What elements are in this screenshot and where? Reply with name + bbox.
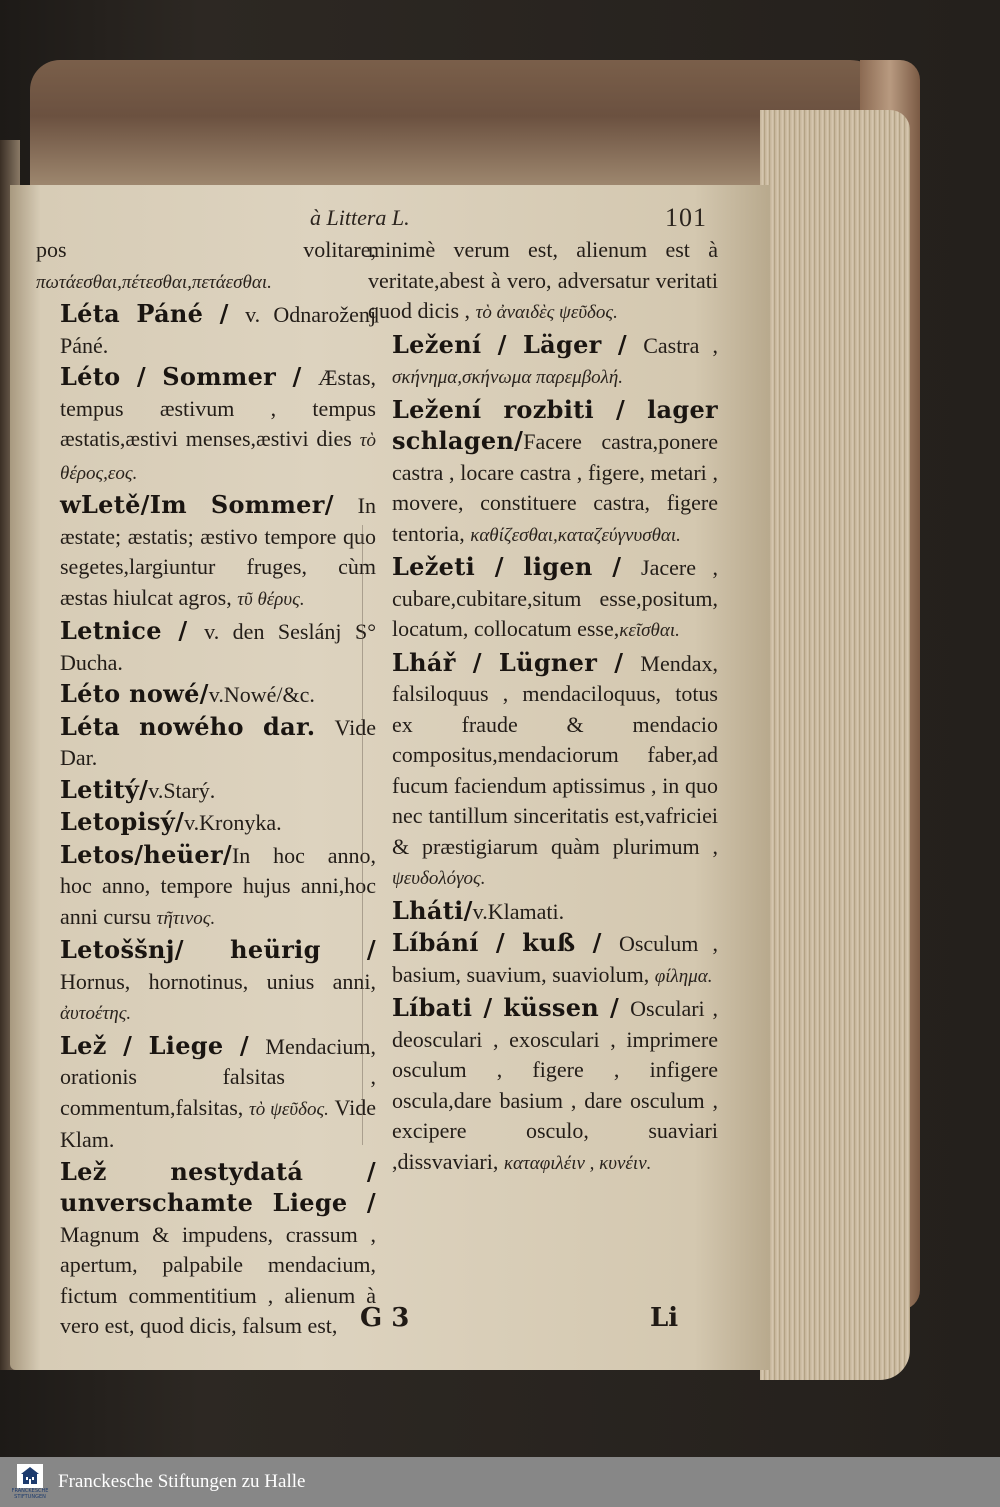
entry: Lháti/v.Klamati. <box>392 895 565 925</box>
entry: Líbání / kuß / Osculum , basium, suavium, suaviolum, φίλημα. <box>392 928 718 987</box>
catchword: Li <box>650 1303 679 1333</box>
orphanage-building-icon <box>17 1464 43 1488</box>
entry: Letoššnj/ heürig / Hornus, hornotinus, unius anni, ἀυτοέτης. <box>60 935 376 1024</box>
entry: Líbati / küssen / Osculari , deosculari , exosculari , imprimere osculum , figere , infigere oscula,dare basium , dare osculum , excipere osculo, suaviari ,dissvaviari, καταφιλέιν , κυνέιν. <box>392 993 719 1174</box>
entry: Letnice / v. den Seslánj S° Ducha. <box>60 616 376 675</box>
column-divider <box>362 525 363 1145</box>
entry: Léto nowé/v.Nowé/&c. <box>60 679 315 708</box>
right-column <box>368 235 718 1180</box>
book-page <box>10 185 770 1370</box>
entry: Lhář / Lügner / Mendax, falsiloquus , mendaciloquus, totus ex fraude & mendacio compositus,mendaciorum faber,ad fucum faciendum aptissimus , in quo nec tantillum sinceritatis est,vafriciei & præstigiarum quàm plurimum , ψευδολόγος. <box>392 647 718 889</box>
page-number: 101 <box>665 203 707 232</box>
institution-logo <box>10 1462 50 1502</box>
logo-text: FRANCKESCHE STIFTUNGEN <box>11 1488 49 1500</box>
entry: Ležeti / ligen / Jacere , cubare,cubitare,situm esse,positum, locatum, collocatum esse,κεῖσθαι. <box>392 552 718 641</box>
entry: Ležení rozbiti / lager schlagen/Facere castra,ponere castra , locare castra , figere, metari , movere, constituere castra, figere tentoria, καθίζεσθαι,καταζεύγνυσθαι. <box>392 394 718 546</box>
entry: minimè verum est, alienum est à veritate,abest à vero, adversatur veritati quod dicis , τὸ ἀναιδὲς ψεῦδος. <box>368 237 718 323</box>
entry: Letopisý/v.Kronyka. <box>60 807 282 836</box>
entry: Letos/heüer/In hoc anno, hoc anno, tempore hujus anni,hoc anni cursu τῆτινος. <box>60 839 376 929</box>
footer-bar <box>0 1457 1000 1507</box>
entry: Léta nowého dar. Vide Dar. <box>60 711 376 770</box>
institution-name[interactable]: Franckesche Stiftungen zu Halle <box>58 1471 306 1492</box>
entry: Léta Páné / v. Odnaroženj Páné. <box>60 299 376 358</box>
entry: Lež / Liege / Mendacium, orationis falsitas , commentum,falsitas, τὸ ψεῦδος. Vide Klam. <box>60 1030 376 1152</box>
entry: Ležení / Läger / Castra , σκήνημα,σκήνωμα παρεμβολή. <box>392 329 718 388</box>
running-head: à Littera L. <box>310 205 410 230</box>
left-column <box>36 235 376 1343</box>
signature-mark: G 3 <box>360 1303 410 1333</box>
entry: Léto / Sommer / Æstas, tempus æstivum , tempus æstatis,æstivi menses,æstivi dies τὸ θέρος,εος. <box>60 362 376 484</box>
page-edges <box>760 110 910 1380</box>
entry: pos volitare, πωτάεσθαι,πέτεσθαι,πετάεσθαι. <box>36 237 376 293</box>
entry: Lež nestydatá / unverschamte Liege / Magnum & impudens, crassum , apertum, palpabile mendacium, fictum commentitium , alienum à vero est, quod dicis, falsum est, <box>60 1156 376 1338</box>
entry: Letitý/v.Starý. <box>60 774 216 804</box>
entry: wLetě/Im Sommer/ In æstate; æstatis; æstivo tempore quo segetes,largiuntur fruges, cùm æstas hiulcat agros, τῦ θέρυς. <box>60 490 376 610</box>
